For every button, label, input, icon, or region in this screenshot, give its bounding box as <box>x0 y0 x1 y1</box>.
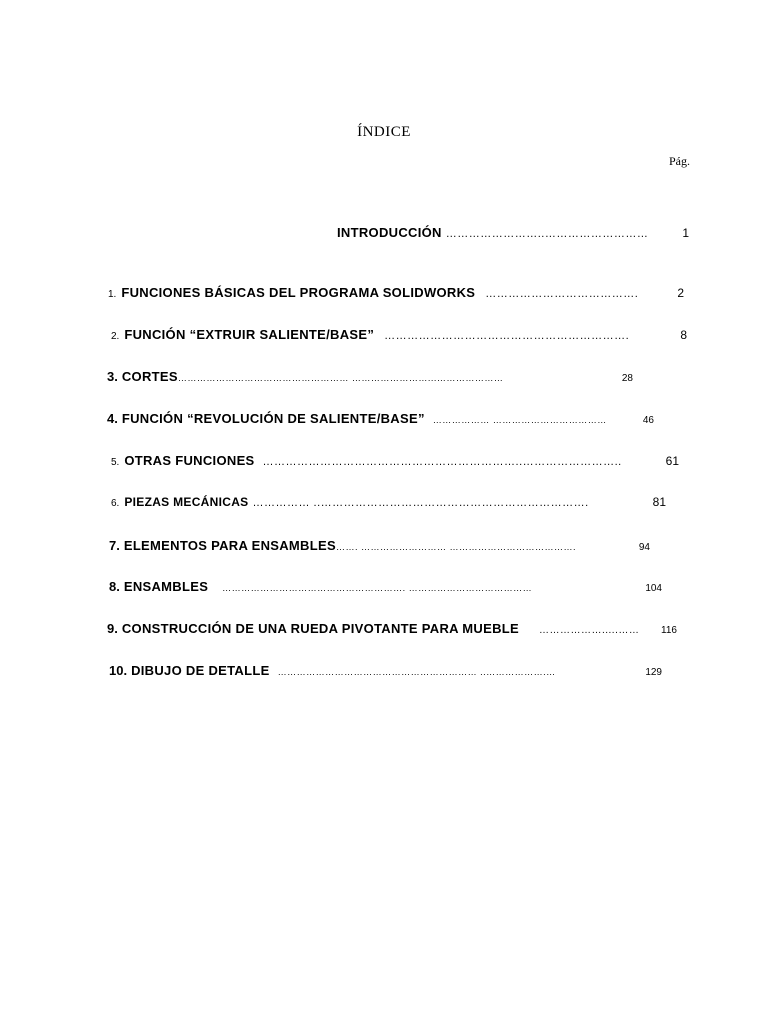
index-title: ÍNDICE <box>357 124 411 140</box>
toc-entry-number: 9. <box>107 621 118 636</box>
toc-entry-4 <box>107 411 654 426</box>
toc-entry-page: 61 <box>665 454 679 468</box>
toc-entry-page: 1 <box>682 226 689 240</box>
toc-leader-dots: ……. ……………………… …………………………………. <box>335 542 576 552</box>
toc-entry-label: INTRODUCCIÓN <box>337 225 442 240</box>
toc-entry-page: 28 <box>621 373 633 384</box>
toc-leader-dots: ……………… ……………………………… <box>432 415 607 425</box>
toc-entry-page: 104 <box>645 583 662 594</box>
toc-entry-7 <box>109 538 650 553</box>
toc-leader-dots: ………………………………………………………. <box>384 330 630 342</box>
toc-entry-page: 116 <box>661 625 677 636</box>
toc-leader-dots: ……………………………………………………… ..……………….… <box>277 667 556 677</box>
toc-entry-intro <box>337 225 689 240</box>
toc-entry-number: 7. <box>109 538 120 553</box>
toc-entry-5 <box>111 453 679 468</box>
toc-entry-number: 4. <box>107 411 118 426</box>
toc-leader-dots: ……………….....…… <box>538 625 640 636</box>
toc-entry-number: 2. <box>111 331 120 342</box>
toc-entry-label: ENSAMBLES <box>123 579 209 594</box>
toc-entry-8 <box>109 579 662 594</box>
toc-entry-number: 6. <box>111 498 120 509</box>
toc-entry-label: PIEZAS MECÁNICAS <box>124 495 249 509</box>
toc-entry-page: 129 <box>645 667 662 678</box>
toc-entry-page: 8 <box>680 328 687 342</box>
toc-entry-page: 2 <box>677 286 684 300</box>
toc-entry-3 <box>107 369 633 384</box>
toc-entry-label: CORTES <box>121 369 178 384</box>
toc-entry-page: 94 <box>638 542 650 553</box>
toc-entry-label: OTRAS FUNCIONES <box>124 453 255 468</box>
toc-leader-dots: …………………………………………………………..…………………….. <box>262 456 622 468</box>
toc-entry-number: 5. <box>111 457 120 468</box>
toc-entry-label: FUNCIONES BÁSICAS DEL PROGRAMA SOLIDWORKS <box>121 285 476 300</box>
toc-entry-number: 3. <box>107 369 118 384</box>
toc-entry-9 <box>107 621 677 636</box>
toc-leader-dots: ……………………………………………… ……………………...………………… <box>177 373 504 383</box>
toc-entry-label: DIBUJO DE DETALLE <box>131 663 270 678</box>
toc-entry-label: FUNCIÓN “REVOLUCIÓN DE SALIENTE/BASE” <box>121 411 425 426</box>
toc-entry-2 <box>111 327 687 342</box>
page-column-header: Pág. <box>669 154 690 168</box>
toc-leader-dots: …………………………………. <box>485 288 639 300</box>
toc-entry-number: 8. <box>109 579 120 594</box>
toc-leader-dots: …………………………………………………. ………………………………… <box>222 583 533 593</box>
toc-leader-dots: ……………………..……………………… <box>445 228 649 240</box>
toc-entry-number: 10. <box>109 663 128 678</box>
toc-leader-dots: …………… ..……………………………………………………………. <box>252 497 589 509</box>
toc-entry-10 <box>109 663 662 678</box>
toc-entry-6 <box>111 495 666 509</box>
toc-entry-label: CONSTRUCCIÓN DE UNA RUEDA PIVOTANTE PARA MUEBLE <box>121 621 519 636</box>
toc-entry-1 <box>108 285 684 300</box>
toc-entry-label: FUNCIÓN “EXTRUIR SALIENTE/BASE” <box>124 327 375 342</box>
toc-entry-label: ELEMENTOS PARA ENSAMBLES <box>123 538 336 553</box>
toc-entry-page: 81 <box>652 495 666 509</box>
toc-entry-page: 46 <box>642 415 654 426</box>
toc-entry-number: 1. <box>108 289 117 300</box>
